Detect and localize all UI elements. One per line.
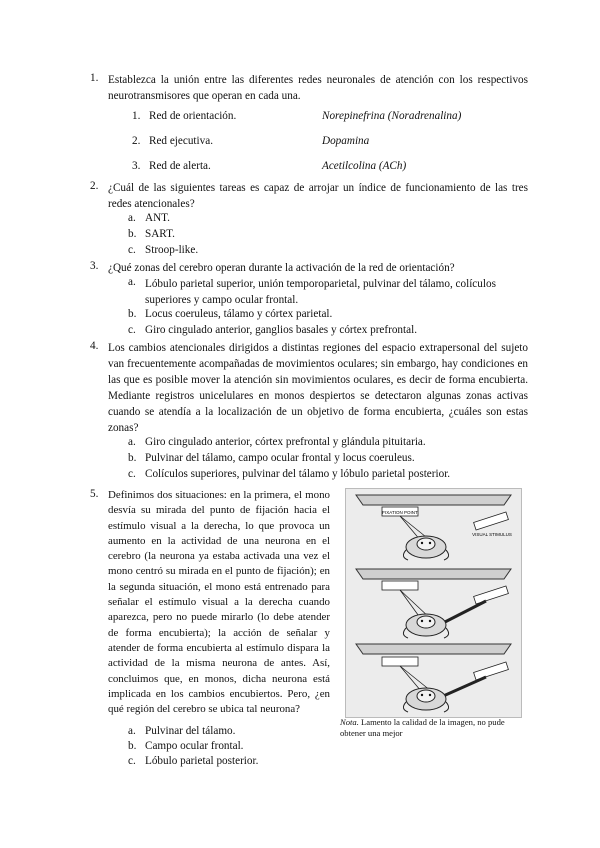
q3-text: ¿Qué zonas del cerebro operan durante la activación de la red de orientación? — [108, 262, 455, 274]
q1-row2-number: 2. — [132, 135, 141, 147]
monkey-experiment-figure — [345, 488, 522, 718]
q4-option-a-text: Giro cingulado anterior, córtex prefrontal y glándula pituitaria. — [145, 436, 426, 448]
q5-option-c-text: Lóbulo parietal posterior. — [145, 755, 259, 767]
monkey-experiment-illustration — [346, 489, 521, 717]
q2-text: ¿Cuál de las siguientes tareas es capaz de arrojar un índice de funcionamiento de las tres redes atencionales? — [108, 182, 528, 210]
q2-option-b-text: SART. — [145, 228, 175, 240]
q4-text: Los cambios atencionales dirigidos a distintas regiones del espacio extrapersonal del sujeto van frecuentemente acompañadas de movimientos oculares; sin embargo, hay condiciones en las que es posible mover la atención sin movimientos oculares, es decir de forma encubierta. Mediante registros unicelulares en monos despiertos se detectaron algunas zonas activas cuando se atendía a la localización de un objetivo de forma encubierta, ¿cuáles son estas zonas? — [108, 342, 528, 434]
q2-number: 2. — [90, 180, 99, 192]
q3-option-a-letter: a. — [128, 276, 136, 288]
q3-number: 3. — [90, 260, 99, 272]
q1-row3-transmitter: Acetilcolina (ACh) — [322, 160, 407, 172]
q5-option-c-letter: c. — [128, 755, 136, 767]
q1-row3-number: 3. — [132, 160, 141, 172]
figure-note — [340, 717, 525, 739]
q4-option-b-text: Pulvinar del tálamo, campo ocular frontal y locus coeruleus. — [145, 452, 415, 464]
q1-row1-transmitter: Norepinefrina (Noradrenalina) — [322, 110, 462, 122]
q4-option-a-letter: a. — [128, 436, 136, 448]
q2-option-a-text: ANT. — [145, 212, 170, 224]
q3-option-c-text: Giro cingulado anterior, ganglios basales y córtex prefrontal. — [145, 324, 418, 336]
q5-text: Definimos dos situaciones: en la primera, el mono desvía su mirada del punto de fijación hacia el estímulo visual a la derecha, lo que provoca un aumento en la actividad de una neurona en el cerebro (la neurona ya estaba activada una vez el mono centró su mirada en el punto de fijación); en la segunda situación, el mono está entrenado para señalar el estímulo visual a la derecha cuando aparezca, pero no puede mirarlo (lo debe atender de forma encubierta); la acción de señalar y atender de forma encubierta al estímulo dispara la actividad de la misma neurona de antes. Así, concluimos que, en monos, dicha neurona está implicada en los cambios encubiertos. Pero, ¿en qué región del cerebro se ubica tal neurona? — [108, 489, 330, 716]
q3-option-b-text: Locus coeruleus, tálamo y córtex parietal. — [145, 308, 333, 320]
q5-option-a-text: Pulvinar del tálamo. — [145, 725, 236, 737]
figure-note-text: Lamento la calidad de la imagen, no pude obtener una mejor — [340, 717, 505, 738]
q5-option-b-text: Campo ocular frontal. — [145, 740, 244, 752]
q3-option-c-letter: c. — [128, 324, 136, 336]
q5-number: 5. — [90, 488, 99, 500]
figure-label-fixation: FIXATION POINT — [382, 510, 418, 515]
q3-option-a-text: Lóbulo parietal superior, unión temporoparietal, pulvinar del tálamo, colículos superiores y campo ocular frontal. — [145, 278, 496, 306]
figure-panel-1 — [356, 495, 512, 560]
q1-row2-network: Red ejecutiva. — [149, 135, 213, 147]
q1-row1-number: 1. — [132, 110, 141, 122]
q5-option-a-letter: a. — [128, 725, 136, 737]
q1-row3-network: Red de alerta. — [149, 160, 211, 172]
q4-number: 4. — [90, 340, 99, 352]
q4-option-b-letter: b. — [128, 452, 137, 464]
q1-row1-network: Red de orientación. — [149, 110, 237, 122]
q2-option-c-letter: c. — [128, 244, 136, 256]
q2-option-b-letter: b. — [128, 228, 137, 240]
figure-panel-2 — [356, 569, 511, 638]
q4-option-c-text: Colículos superiores, pulvinar del tálamo y lóbulo parietal posterior. — [145, 468, 451, 480]
q1-row2-transmitter: Dopamina — [322, 135, 370, 147]
q5-option-b-letter: b. — [128, 740, 137, 752]
q4-option-c-letter: c. — [128, 468, 136, 480]
figure-note-label: Nota. — [340, 717, 359, 727]
q2-option-c-text: Stroop-like. — [145, 244, 199, 256]
q2-option-a-letter: a. — [128, 212, 136, 224]
figure-panel-3 — [356, 644, 511, 712]
q3-option-b-letter: b. — [128, 308, 137, 320]
q1-text: Establezca la unión entre las diferentes redes neuronales de atención con los respectivos neurotransmisores que operan en cada una. — [108, 74, 528, 102]
q1-number: 1. — [90, 72, 99, 84]
figure-label-stimulus: VISUAL STIMULUS — [472, 532, 512, 537]
